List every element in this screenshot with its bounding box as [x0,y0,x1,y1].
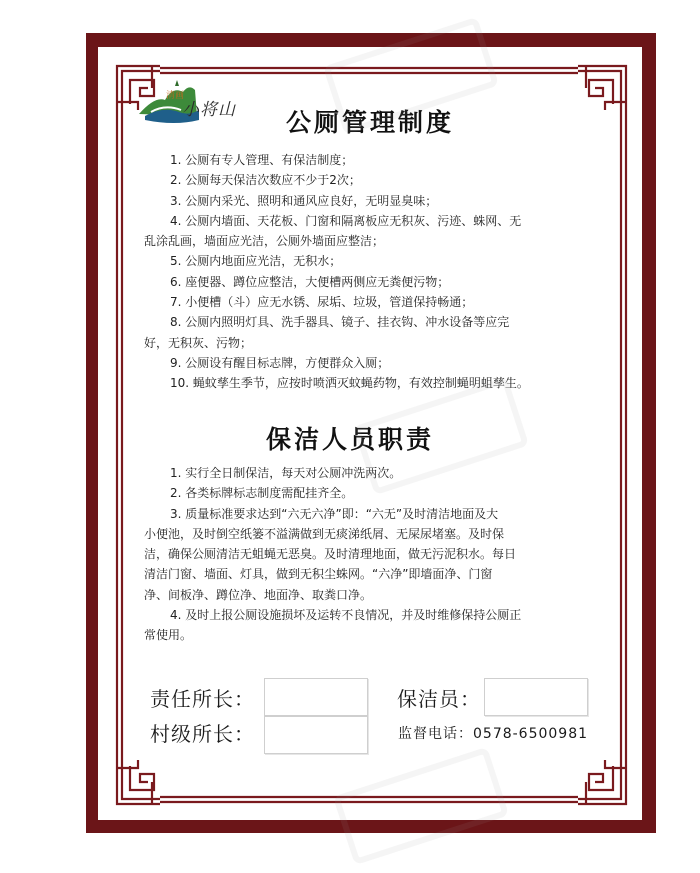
list-item: 3. 质量标准要求达到“六无六净”即：“六无”及时清洁地面及大 [170,506,499,521]
list-item: 6. 座便器、蹲位应整洁，大便槽两侧应无粪便污物； [170,274,450,289]
list-item: 4. 公厕内墙面、天花板、门窗和隔离板应无积灰、污迹、蛛网、无 [170,213,522,228]
section1-title: 公厕管理制度 [285,108,454,137]
village-head-signature-box [264,716,368,754]
list-item-continuation: 净、间板净、蹲位净、地面净、取粪口净。 [144,587,373,602]
list-item-continuation: 清洁门窗、墙面、灯具，做到无积尘蛛网。“六净”即墙面净、门窗 [144,567,493,582]
phone-number: 0578-6500981 [473,726,589,742]
list-item: 2. 公厕每天保洁次数应不少于2次； [170,173,361,188]
list-item: 9. 公厕设有醒目标志牌，方便群众入厕； [170,355,390,370]
list-item: 1. 公厕有专人管理、有保洁制度； [170,153,354,167]
logo-name: 小将山 [182,100,236,120]
head-label: 责任所长： [150,687,255,711]
list-item: 10. 蝇蚊孳生季节，应按时喷洒灭蚊蝇药物，有效控制蝇明蛆孳生。 [170,376,529,391]
list-item: 3. 公厕内采光、照明和通风应良好，无明显臭味； [170,193,438,208]
list-item: 5. 公厕内地面应光洁，无积水； [170,254,342,269]
supervision-phone [398,723,588,743]
section1-list [144,150,604,394]
logo-subtext: 清画 [166,91,185,101]
list-item-continuation: 小便池，及时倒空纸篓不溢满做到无痰涕纸屑、无屎尿堵塞。及时保 [144,526,505,541]
head-signature-box [264,678,368,716]
list-item: 8. 公厕内照明灯具、洗手器具、镜子、挂衣钩、冲水设备等应完 [170,315,510,330]
list-item-continuation: 常使用。 [144,628,193,643]
list-item-continuation: 好，无积灰、污物； [144,335,253,350]
village-head-label: 村级所长： [150,722,255,746]
list-item: 2. 各类标牌标志制度需配挂齐全。 [170,486,354,501]
cleaner-label: 保洁员： [397,687,481,711]
list-item-continuation: 乱涂乱画，墙面应光洁，公厕外墙面应整洁； [144,234,385,249]
phone-label: 监督电话： [398,726,473,742]
list-item: 4. 及时上报公厕设施损坏及运转不良情况，并及时维修保持公厕正 [170,608,522,623]
list-item-continuation: 洁，确保公厕清洁无蛆蝇无恶臭。及时清理地面，做无污泥积水。每日 [144,547,517,562]
list-item: 1. 实行全日制保洁，每天对公厕冲洗两次。 [170,466,402,480]
cleaner-signature-box [484,678,588,716]
section2-title: 保洁人员职责 [265,425,434,454]
list-item: 7. 小便槽（斗）应无水锈、尿垢、垃圾，管道保持畅通； [170,295,474,310]
